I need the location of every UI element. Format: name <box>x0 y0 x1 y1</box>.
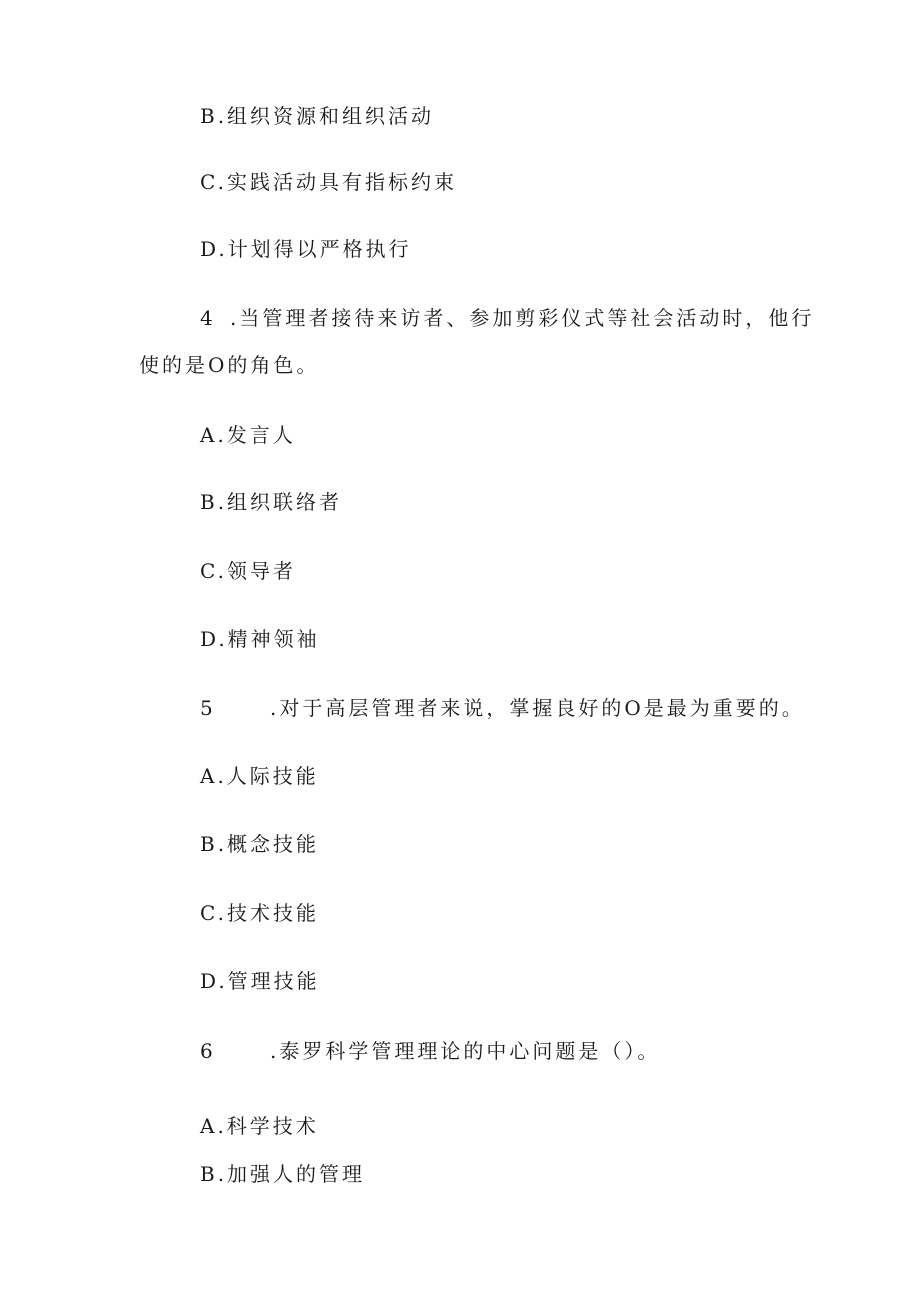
q4-option-c: C.领导者 <box>200 559 296 583</box>
q5-option-b: B.概念技能 <box>200 832 320 856</box>
q3-option-d: D.计划得以严格执行 <box>200 237 412 261</box>
q4-stem-line2: 使的是O的角色。 <box>139 353 320 377</box>
q5-number: 5 <box>200 696 213 720</box>
q5-option-d: D.管理技能 <box>200 969 320 993</box>
q5-option-c: C.技术技能 <box>200 901 319 925</box>
q5-option-a: A.人际技能 <box>200 764 319 788</box>
q3-option-b: B.组织资源和组织活动 <box>200 104 435 128</box>
q6-text: .泰罗科学管理理论的中心问题是（）。 <box>270 1039 661 1063</box>
q6-option-b: B.加强人的管理 <box>200 1162 366 1186</box>
q4-option-d: D.精神领袖 <box>200 627 320 651</box>
q3-option-c: C.实践活动具有指标约束 <box>200 170 457 194</box>
q4-text-line1: .当管理者接待来访者、参加剪彩仪式等社会活动时，他行 <box>230 306 815 330</box>
q6-stem <box>200 1039 660 1063</box>
q4-stem-line1 <box>200 306 814 330</box>
q5-stem <box>200 696 805 720</box>
q4-option-a: A.发言人 <box>200 423 296 447</box>
q4-option-b: B.组织联络者 <box>200 490 343 514</box>
q6-option-a: A.科学技术 <box>200 1114 319 1138</box>
q6-number: 6 <box>200 1039 213 1063</box>
q4-number: 4 <box>200 306 213 330</box>
q5-text: .对于高层管理者来说，掌握良好的O是最为重要的。 <box>270 696 805 720</box>
